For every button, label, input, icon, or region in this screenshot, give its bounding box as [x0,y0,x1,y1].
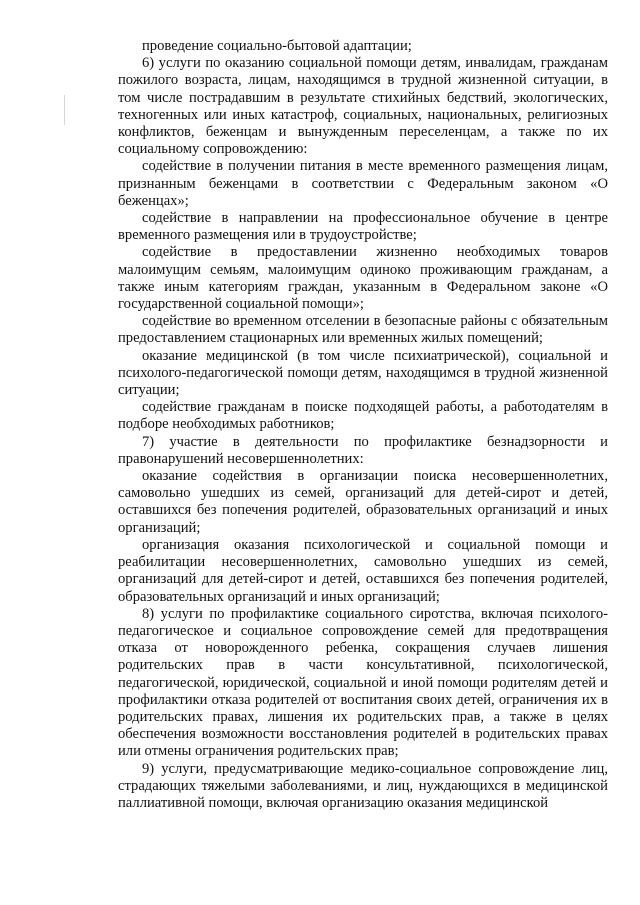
paragraph-rehabilitation: организация оказания психологической и социальной помощи и реабилитации несовершеннолетних, самовольно ушедших из семей, организаций для детей-сирот и детей, оставшихся без попечения родителей, образовательных организаций и иных организаций; [118,536,608,605]
paragraph-item-9: 9) услуги, предусматривающие медико-социальное сопровождение лиц, страдающих тяжелыми заболеваниями, и лиц, нуждающихся в медицинской паллиативной помощи, включая организацию оказания медицинской [118,760,608,811]
document-body [118,38,608,812]
paragraph-item-8: 8) услуги по профилактике социального сиротства, включая психолого-педагогическое и социальное сопровождение семей для предотвращения отказа от новорожденного ребенка, сокращения случаев лишения родительских прав в части консультативной, психологической, педагогической, юридической, социальной и иной помощи родителям детей и профилактики отказа родителей от воспитания своих детей, ограничения их в родительских правах, лишения их родительских прав, а также в целях обеспечения возможности восстановления родителей в родительских правах или отмены ограничения родительских прав; [118,605,608,760]
paragraph-adaptation-end: проведение социально-бытовой адаптации; [142,38,412,54]
scan-margin-mark [64,95,65,125]
paragraph-goods-assistance: содействие в предоставлении жизненно необходимых товаров малоимущим семьям, малоимущим одиноко проживающим гражданам, а также иным категориям граждан, указанным в Федеральном законе «О государственной социальной помощи»; [118,244,608,313]
paragraph-search-minors: оказание содействия в организации поиска несовершеннолетних, самовольно ушедших из семей, организаций для детей-сирот и детей, оставшихся без попечения родителей, образовательных организаций и иных организаций; [118,468,608,536]
paragraph-relocation-assistance: содействие во временном отселении в безопасные районы с обязательным предоставлением стационарных или временных жилых помещений; [118,313,608,347]
paragraph-food-assistance: содействие в получении питания в месте временного размещения лицам, признанным беженцами в соответствии с Федеральным законом «О беженцах»; [118,158,608,209]
paragraph-item-7: 7) участие в деятельности по профилактике безнадзорности и правонарушений несовершеннолетних: [118,433,608,467]
paragraph-job-search: содействие гражданам в поиске подходящей работы, а работодателям в подборе необходимых работников; [118,399,608,433]
paragraph-medical-help: оказание медицинской (в том числе психиатрической), социальной и психолого-педагогической помощи детям, находящимся в трудной жизненной ситуации; [118,347,608,399]
paragraph-training-assistance: содействие в направлении на профессиональное обучение в центре временного размещения или в трудоустройстве; [118,210,608,244]
paragraph-item-6: 6) услуги по оказанию социальной помощи детям, инвалидам, гражданам пожилого возраста, лицам, находящимся в трудной жизненной ситуации, в том числе пострадавшим в результате стихийных бедствий, экологических, техногенных или иных катастроф, социальных, национальных, религиозных конфликтов, беженцам и вынужденным переселенцам, а также по их социальному сопровождению: [118,55,608,158]
